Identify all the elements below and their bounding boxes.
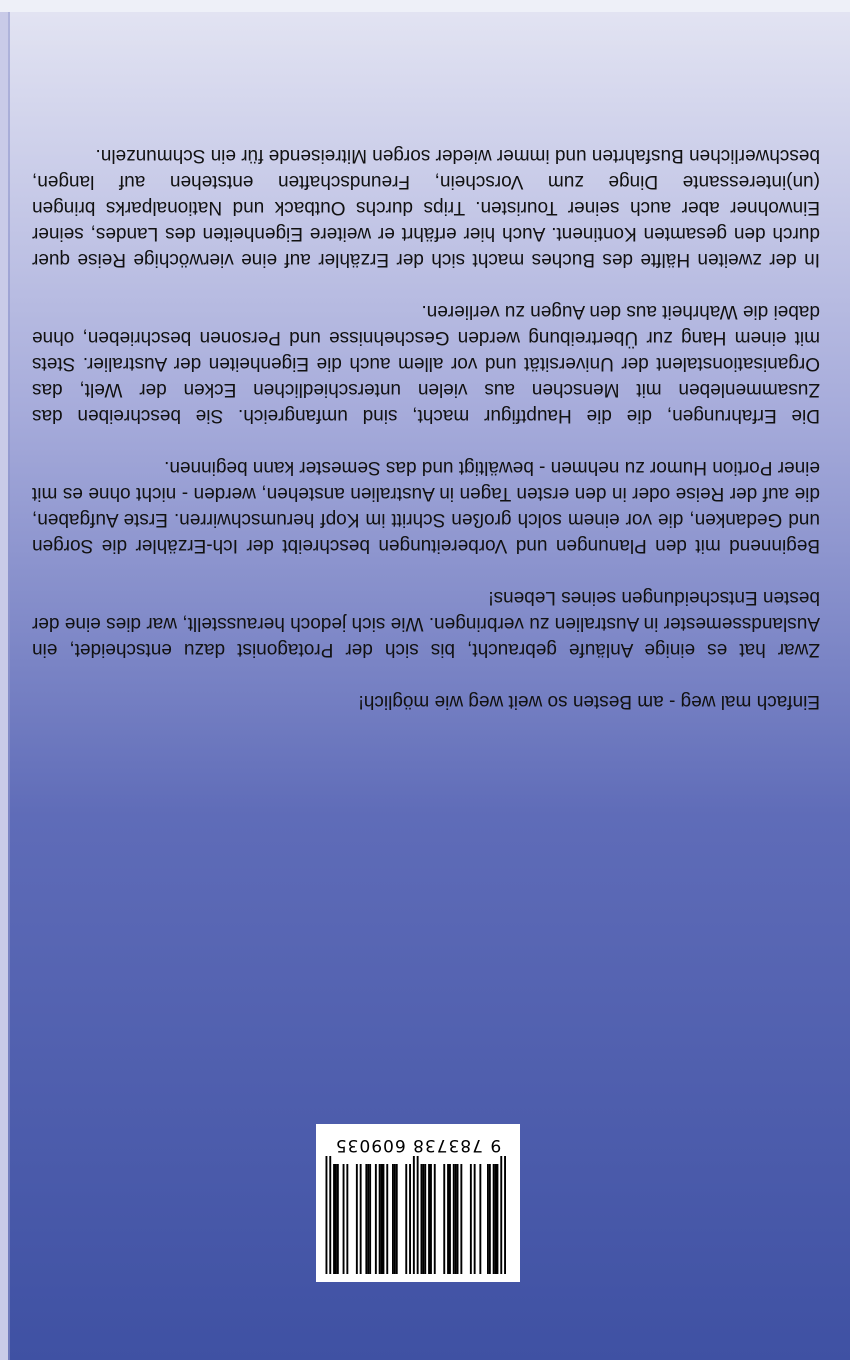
- blurb-tagline: Einfach mal weg - am Besten so weit weg wie möglich!: [358, 691, 820, 712]
- barcode-bar: [365, 1164, 367, 1274]
- barcode-bar: [479, 1164, 481, 1274]
- barcode-bars: [316, 1154, 520, 1282]
- barcode-bar: [447, 1164, 449, 1274]
- barcode-bar: [333, 1164, 335, 1274]
- blurb-paragraph: Zwar hat es einige Anläufe gebraucht, bis sich der Protagonist dazu entscheidet, ein Auslandssemester in Australien zu verbringen. Wie sich jedoch herausstellt, war dies eine der besten Entscheidungen seines Lebens!: [32, 587, 820, 660]
- barcode-bar: [500, 1156, 502, 1274]
- barcode-bar: [470, 1164, 472, 1274]
- blurb-paragraph: Die Erfahrungen, die die Hauptfigur macht, sind umfangreich. Sie beschreiben das Zusammenleben mit Menschen aus vielen unterschiedlichen Ecken der Welt, das Organisationstalent der Universität und vor allem auch die Eigenheiten der Australier. Stets mit einem Hang zur Übertreibung werden Geschehnisse und Personen beschrieben, ohne dabei die Wahrheit aus den Augen zu verlieren.: [32, 301, 820, 426]
- barcode-bar: [383, 1164, 385, 1274]
- barcode-bar: [434, 1164, 436, 1274]
- barcode-bar: [487, 1164, 489, 1274]
- barcode-bar: [396, 1164, 398, 1274]
- barcode-bar: [455, 1164, 457, 1274]
- barcode-bar: [495, 1164, 497, 1274]
- barcode-bar: [337, 1164, 339, 1274]
- barcode-bar: [360, 1164, 362, 1274]
- blurb-paragraph: Beginnend mit den Planungen und Vorbereitungen beschreibt der Ich-Erzähler die Sorgen und Gedanken, die vor einem solch großen Schritt im Kopf herumschwirren. Erste Aufgaben, die auf der Reise oder in den ersten Tagen in Australien anstehen, werden - nicht ohne es mit einer Portion Humor zu nehmen - bewältigt und das Semester kann beginnen.: [32, 457, 820, 556]
- barcode-bar: [329, 1156, 331, 1274]
- blurb-paragraph: In der zweiten Hälfte des Buches macht sich der Erzähler auf eine vierwöchige Reise quer durch den gesamten Kontinent. Auch hier erfährt er weitere Eigenheiten des Landes, seiner Einwohner aber auch seiner Touristen. Trips durchs Outback und Nationalparks bringen (un)interessante Dinge zum Vorschein, Freundschaften entstehen auf langen, beschwerlichen Busfahrten und immer wieder sorgen Mitreisende für ein Schmunzeln.: [32, 145, 820, 270]
- barcode-bar: [356, 1164, 358, 1274]
- barcode-bar: [504, 1156, 506, 1274]
- page-edge: [0, 0, 850, 12]
- barcode-bar: [413, 1156, 415, 1274]
- barcode-bar: [392, 1164, 394, 1274]
- barcode-bar: [343, 1164, 345, 1274]
- barcode-bar: [428, 1164, 430, 1274]
- barcode-bar: [381, 1164, 383, 1274]
- spine-edge: [0, 0, 8, 1360]
- barcode-bar: [386, 1164, 388, 1274]
- barcode-bar: [394, 1164, 396, 1274]
- barcode-bar: [430, 1164, 432, 1274]
- barcode-bar: [489, 1164, 491, 1274]
- barcode-bar: [409, 1164, 411, 1274]
- barcode-bar: [379, 1164, 381, 1274]
- blurb-text: [32, 116, 820, 714]
- barcode-bar: [369, 1164, 371, 1274]
- barcode-bar: [497, 1164, 499, 1274]
- barcode-bar: [326, 1156, 328, 1274]
- barcode-bar: [421, 1164, 423, 1274]
- barcode-bar: [346, 1164, 348, 1274]
- barcode-bar: [453, 1164, 455, 1274]
- barcode-bar: [457, 1164, 459, 1274]
- barcode-bar: [460, 1164, 462, 1274]
- barcode-bar: [375, 1164, 377, 1274]
- barcode-bar: [474, 1164, 476, 1274]
- barcode-bar: [335, 1164, 337, 1274]
- barcode-bar: [405, 1164, 407, 1274]
- barcode-bar: [424, 1164, 426, 1274]
- spine-edge-line: [8, 0, 10, 1360]
- barcode-bar: [367, 1164, 369, 1274]
- barcode-bar: [443, 1164, 445, 1274]
- barcode-bar: [493, 1164, 495, 1274]
- isbn-barcode: [316, 1124, 520, 1282]
- barcode-bar: [417, 1156, 419, 1274]
- isbn-number: 9 783738 609035: [334, 1135, 502, 1155]
- barcode-bar: [449, 1164, 451, 1274]
- barcode-bar: [422, 1164, 424, 1274]
